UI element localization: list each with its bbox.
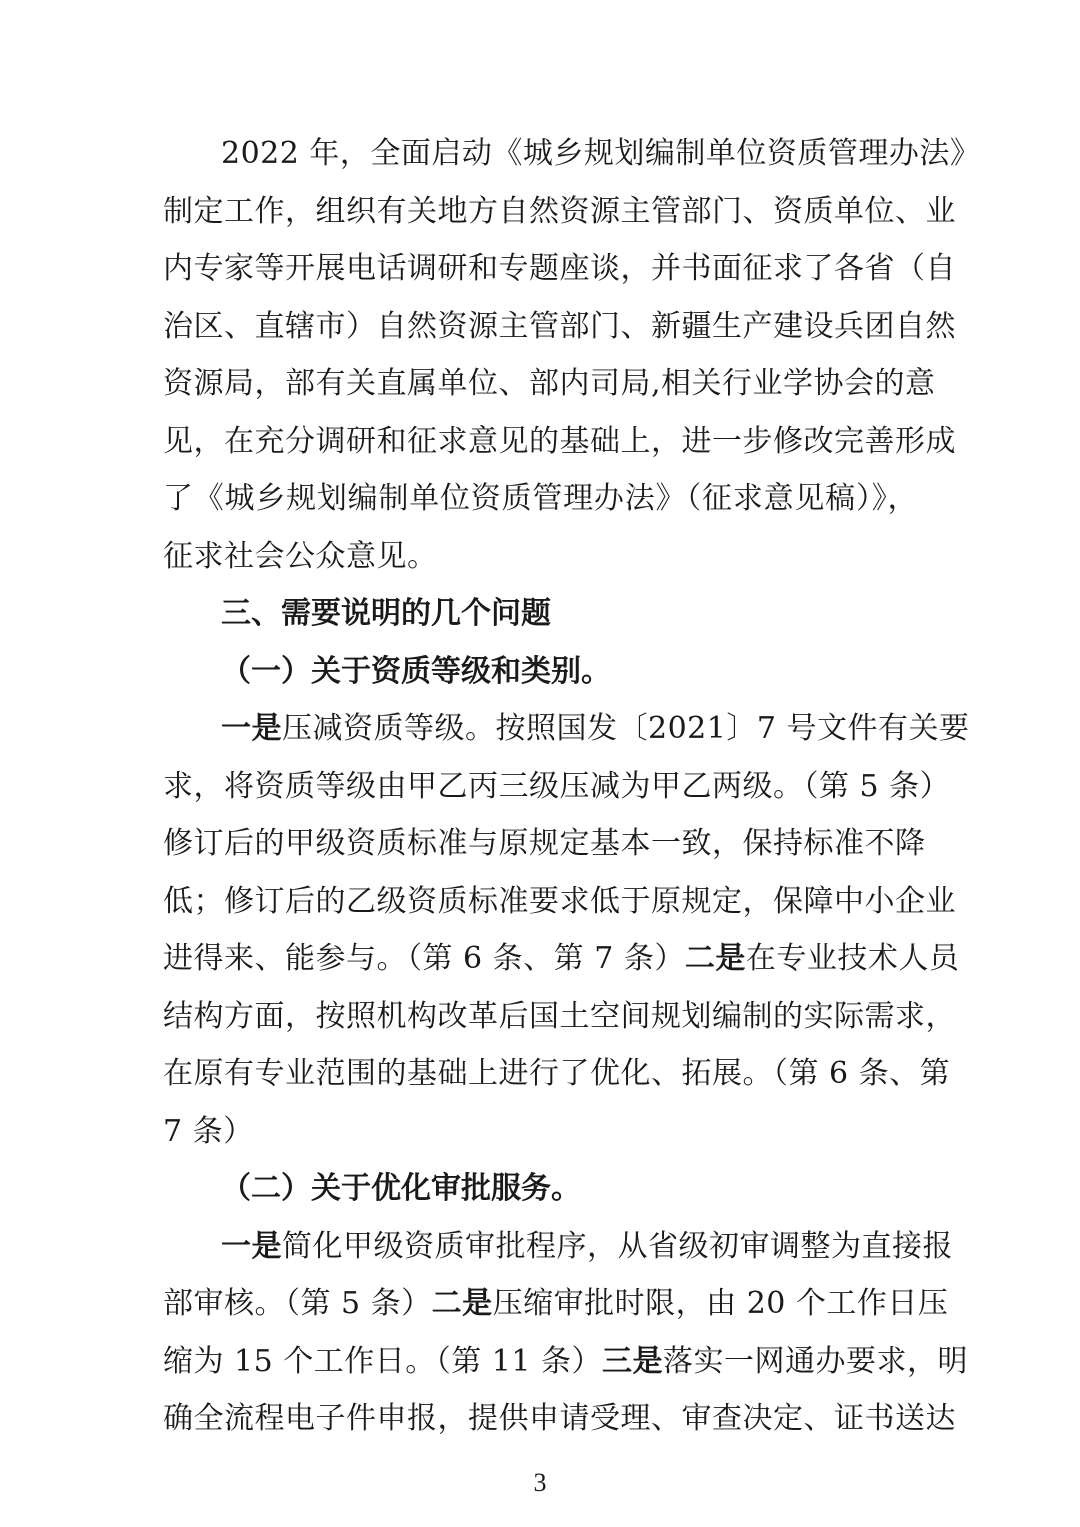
subsection-1-heading: （一）关于资质等级和类别。 [221, 653, 611, 689]
para1-line-8: 征求社会公众意见。 [163, 538, 438, 574]
sub2-point-2-marker: 二是 [431, 1286, 493, 1321]
document-body [163, 125, 981, 1448]
sub2-point-3-marker: 三是 [602, 1343, 663, 1379]
sub1-line-3: 修订后的甲级资质标准与原规定基本一致，保持标准不降 [163, 826, 926, 861]
para1-line-3: 内专家等开展电话调研和专题座谈，并书面征求了各省（自 [163, 251, 956, 286]
sub2-line-1 [163, 1218, 953, 1276]
sub1-point-2-marker: 二是 [684, 941, 746, 976]
sub2-line-2-text: 部审核。（第 5 条） [163, 1286, 432, 1321]
sub1-line-5-text: 进得来、能参与。（第 6 条、第 7 条） [163, 941, 685, 976]
sub2-line-3-tail: 落实一网通办要求，明 [663, 1343, 968, 1379]
sub2-line-2-tail: 压缩审批时限，由 20 个工作日压 [492, 1286, 949, 1321]
para1-line-6: 见，在充分调研和征求意见的基础上，进一步修改完善形成 [163, 423, 956, 459]
para1-line-2: 制定工作，组织有关地方自然资源主管部门、资质单位、业 [163, 193, 956, 229]
sub2-line-1-text: 简化甲级资质审批程序，从省级初审调整为直接报 [282, 1228, 953, 1264]
sub1-line-5 [163, 930, 960, 988]
subsection-2-heading: （二）关于优化审批服务。 [221, 1171, 581, 1206]
section-heading: 三、需要说明的几个问题 [221, 596, 551, 631]
sub1-point-1-marker: 一是 [221, 711, 282, 746]
sub2-line-2 [163, 1275, 949, 1333]
sub2-line-3 [163, 1333, 968, 1391]
page-number: 3 [533, 1468, 547, 1497]
sub1-line-1 [163, 700, 970, 758]
sub2-line-4: 确全流程电子件申报，提供申请受理、审查决定、证书送达 [163, 1401, 956, 1436]
sub1-line-2: 求，将资质等级由甲乙丙三级压减为甲乙两级。（第 5 条） [163, 768, 951, 804]
sub1-line-8: 7 条） [163, 1113, 254, 1149]
para1-line-7: 了《城乡规划编制单位资质管理办法》（征求意见稿）》， [163, 481, 918, 516]
sub1-line-6: 结构方面，按照机构改革后国土空间规划编制的实际需求， [163, 998, 956, 1034]
sub2-point-1-marker: 一是 [221, 1228, 282, 1264]
para1-line-1: 2022 年，全面启动《城乡规划编制单位资质管理办法》 [221, 136, 981, 171]
para1-line-4: 治区、直辖市）自然资源主管部门、新疆生产建设兵团自然 [163, 308, 956, 344]
sub1-line-7: 在原有专业范围的基础上进行了优化、拓展。（第 6 条、第 [163, 1056, 951, 1091]
sub1-line-5-tail: 在专业技术人员 [745, 941, 960, 976]
sub2-line-3-text: 缩为 15 个工作日。（第 11 条） [163, 1343, 602, 1379]
sub1-line-4: 低；修订后的乙级资质标准要求低于原规定，保障中小企业 [163, 883, 956, 919]
sub1-line-1-text: 压减资质等级。按照国发〔2021〕7 号文件有关要 [282, 711, 970, 746]
para1-line-5: 资源局，部有关直属单位、部内司局,相关行业学协会的意 [163, 366, 936, 401]
